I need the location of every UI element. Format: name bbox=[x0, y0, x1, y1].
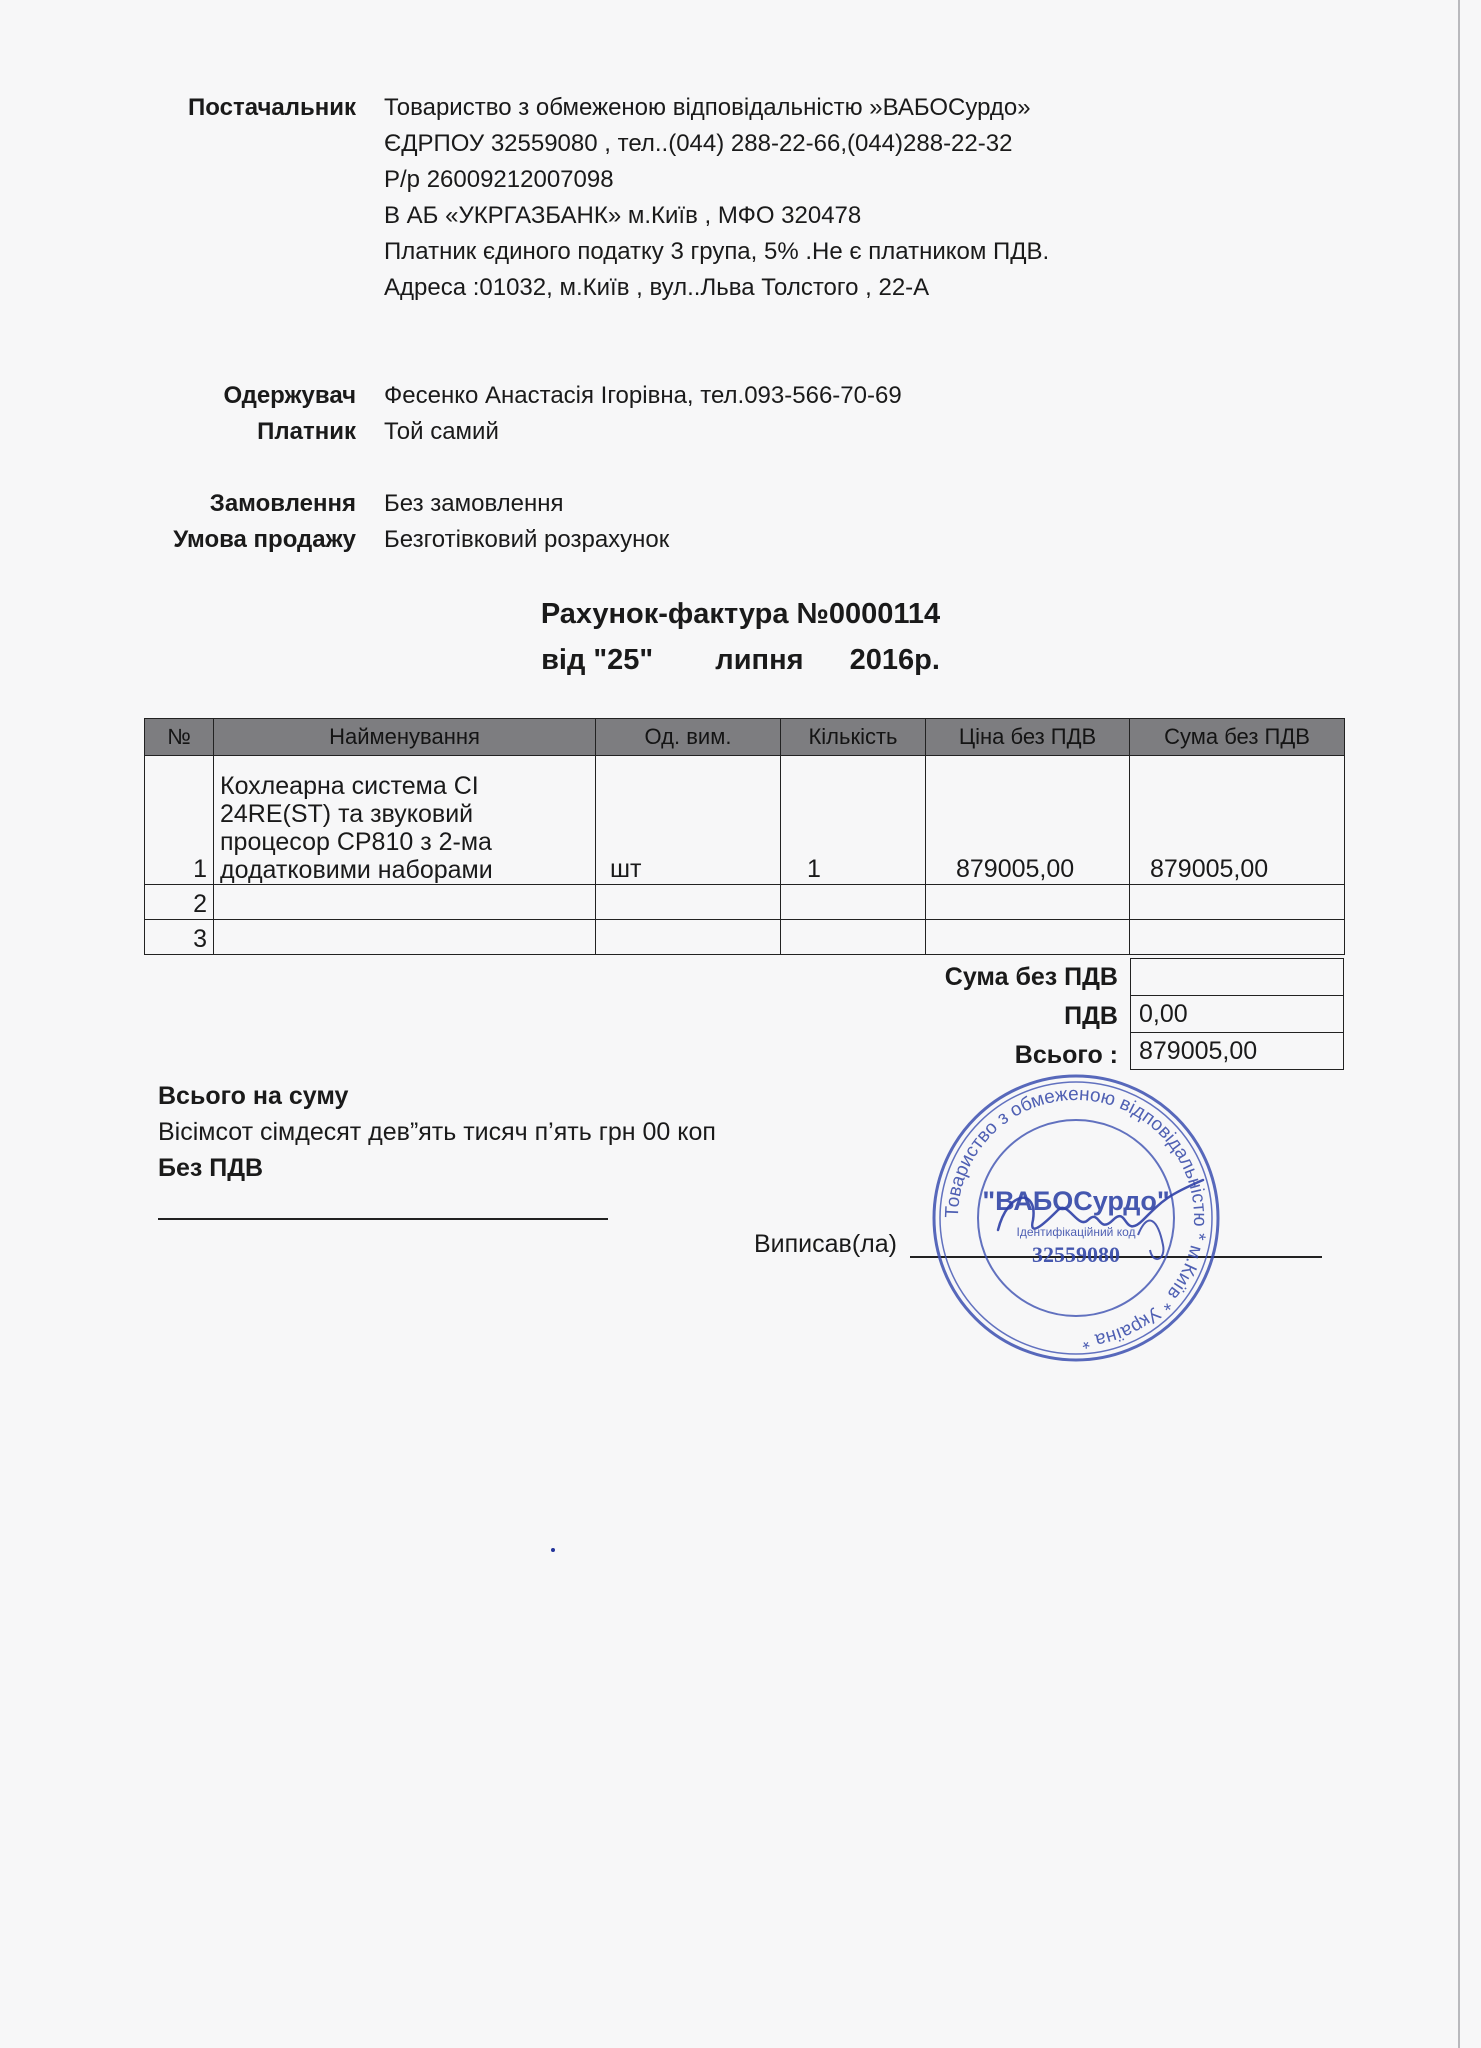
col-header-name: Найменування bbox=[214, 719, 596, 756]
stamp-code-label: Ідентифікаційний код bbox=[1016, 1225, 1136, 1239]
col-header-price: Ціна без ПДВ bbox=[926, 719, 1130, 756]
supplier-line: В АБ «УКРГАЗБАНК» м.Київ , МФО 320478 bbox=[384, 202, 862, 229]
cell-sum bbox=[1130, 885, 1345, 920]
cell-name bbox=[214, 885, 596, 920]
table-row bbox=[145, 756, 1345, 885]
supplier-line: Платник єдиного податку 3 група, 5% .Не є платником ПДВ. bbox=[384, 238, 1050, 265]
terms-label: Умова продажу bbox=[173, 526, 356, 553]
col-header-unit: Од. вим. bbox=[596, 719, 781, 756]
stamp-outer-text: Товариство з обмеженою відповідальністю * м.Київ * Україна * bbox=[941, 1083, 1211, 1352]
supplier-line: Адреса :01032, м.Київ , вул..Льва Толстого , 22-А bbox=[384, 274, 930, 301]
cell-number: 3 bbox=[145, 920, 214, 955]
supplier-line: Р/р 26009212007098 bbox=[384, 166, 614, 193]
invoice-date-month: липня bbox=[715, 644, 804, 676]
table-row bbox=[145, 885, 1345, 920]
payer-value: Той самий bbox=[384, 418, 499, 445]
col-header-sum: Сума без ПДВ bbox=[1130, 719, 1345, 756]
totals-table bbox=[1130, 958, 1344, 1070]
cell-unit bbox=[596, 920, 781, 955]
payer-label: Платник bbox=[257, 418, 356, 445]
signature-line-left bbox=[158, 1218, 608, 1220]
cell-number: 2 bbox=[145, 885, 214, 920]
cell-quantity bbox=[781, 885, 926, 920]
order-label: Замовлення bbox=[209, 490, 356, 517]
invoice-title: Рахунок-фактура №0000114 bbox=[540, 598, 941, 630]
recipient-label: Одержувач bbox=[223, 382, 356, 409]
terms-value: Безготівковий розрахунок bbox=[384, 526, 670, 553]
vat-value: 0,00 bbox=[1131, 996, 1344, 1033]
cell-unit: шт bbox=[596, 756, 781, 885]
supplier-details bbox=[384, 90, 1049, 306]
supplier-line: Товариство з обмеженою відповідальністю »ВАБОСурдо» bbox=[384, 94, 1031, 121]
vat-note: Без ПДВ bbox=[158, 1154, 264, 1182]
supplier-line: ЄДРПОУ 32559080 , тел..(044) 288-22-66,(044)288-22-32 bbox=[384, 130, 1013, 157]
cell-quantity bbox=[781, 920, 926, 955]
page-edge bbox=[1458, 0, 1460, 2048]
cell-name bbox=[214, 920, 596, 955]
invoice-date bbox=[0, 644, 1481, 677]
cell-sum bbox=[1130, 920, 1345, 955]
cell-price bbox=[926, 885, 1130, 920]
cell-sum: 879005,00 bbox=[1130, 756, 1345, 885]
total-value: 879005,00 bbox=[1131, 1033, 1344, 1070]
cell-unit bbox=[596, 885, 781, 920]
table-header-row bbox=[145, 719, 1345, 756]
stamp-code: 32559080 bbox=[1032, 1242, 1120, 1267]
ink-speck bbox=[551, 1548, 555, 1552]
cell-price bbox=[926, 920, 1130, 955]
amount-in-words: Вісімсот сімдесят дев”ять тисяч п’ять грн 00 коп bbox=[158, 1118, 716, 1146]
company-stamp bbox=[928, 1070, 1224, 1366]
cell-price: 879005,00 bbox=[926, 756, 1130, 885]
table-row bbox=[145, 920, 1345, 955]
subtotal-value bbox=[1131, 959, 1344, 996]
recipient-value: Фесенко Анастасія Ігорівна, тел.093-566-70-69 bbox=[384, 382, 902, 409]
subtotal-label: Сума без ПДВ bbox=[944, 963, 1118, 991]
summary-heading: Всього на суму bbox=[158, 1082, 349, 1110]
items-table bbox=[144, 718, 1345, 955]
signature-label: Виписав(ла) bbox=[754, 1230, 897, 1258]
cell-name: Кохлеарна система CI 24RE(ST) та звуковий процесор CP810 з 2-ма додатковими наборами bbox=[214, 756, 596, 885]
cell-number: 1 bbox=[145, 756, 214, 885]
order-value: Без замовлення bbox=[384, 490, 564, 517]
col-header-number: № bbox=[145, 719, 214, 756]
cell-quantity: 1 bbox=[781, 756, 926, 885]
col-header-quantity: Кількість bbox=[781, 719, 926, 756]
total-label: Всього : bbox=[1014, 1041, 1118, 1069]
stamp-company-name: "ВАБОСурдо" bbox=[982, 1186, 1170, 1216]
supplier-label: Постачальник bbox=[188, 94, 356, 121]
invoice-date-day: від "25" bbox=[541, 644, 654, 676]
vat-label: ПДВ bbox=[1064, 1002, 1118, 1030]
invoice-date-year: 2016р. bbox=[849, 644, 940, 676]
